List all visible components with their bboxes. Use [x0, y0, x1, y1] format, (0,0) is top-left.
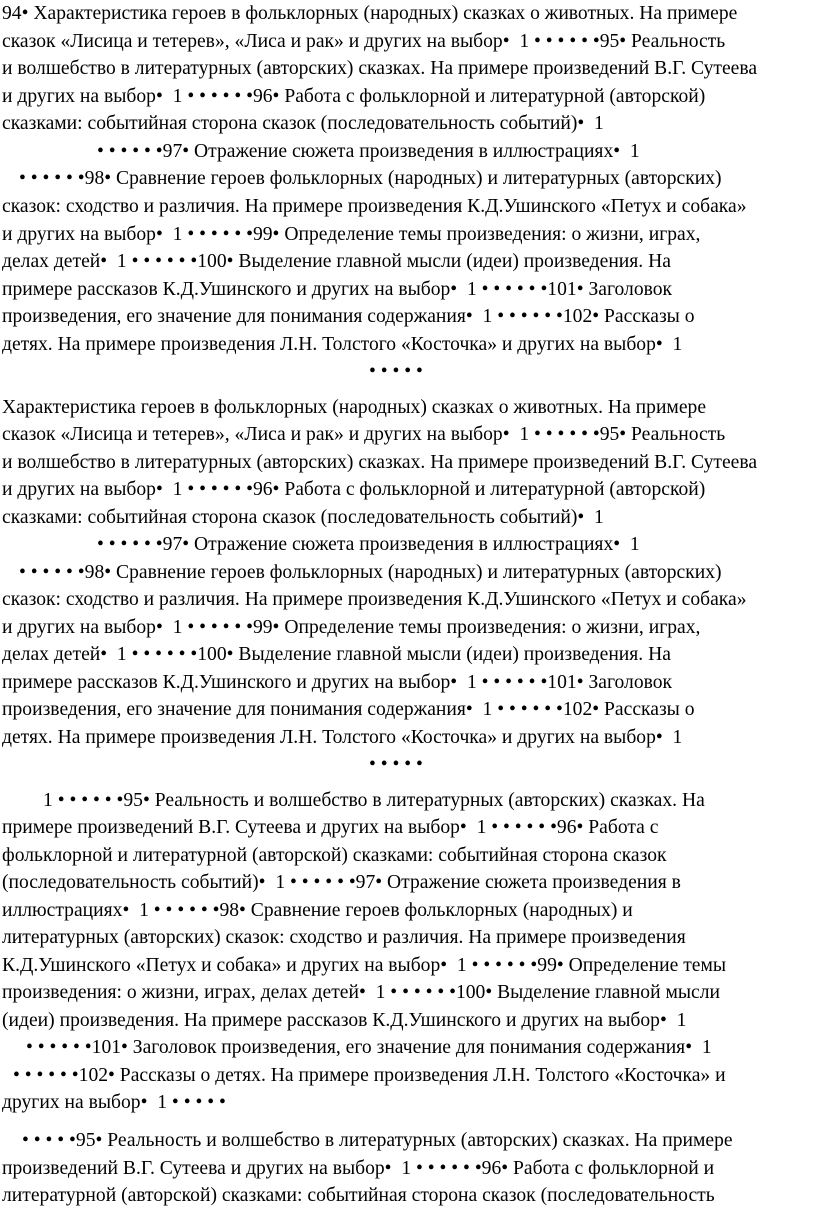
text-line: К.Д.Ушинского «Петух и собака» и других на выбор• 1 • • • • • •99• Определение темы: [2, 955, 727, 976]
text-line: • • • • • •97• Отражение сюжета произведения в иллюстрациях• 1: [97, 534, 640, 555]
text-line: произведений В.Г. Сутеева и других на выбор• 1 • • • • • •96• Работа с фольклорной и: [2, 1158, 715, 1179]
text-line: литературных (авторских) сказок: сходство и различия. На примере произведения: [2, 927, 686, 948]
text-line: делах детей• 1 • • • • • •100• Выделение главной мысли (идеи) произведения. На: [2, 644, 671, 665]
text-line: • • • • • •97• Отражение сюжета произведения в иллюстрациях• 1: [97, 141, 640, 162]
text-line: • • • • • •98• Сравнение героев фольклорных (народных) и литературных (авторских): [19, 168, 722, 189]
text-line: и других на выбор• 1 • • • • • •96• Работа с фольклорной и литературной (авторской): [2, 479, 706, 500]
text-line: примере произведений В.Г. Сутеева и других на выбор• 1 • • • • • •96• Работа с: [2, 817, 659, 838]
text-line: и других на выбор• 1 • • • • • •99• Определение темы произведения: о жизни, играх,: [2, 224, 701, 245]
text-line: делах детей• 1 • • • • • •100• Выделение главной мысли (идеи) произведения. На: [2, 251, 671, 272]
text-line: сказок: сходство и различия. На примере произведения К.Д.Ушинского «Петух и собака»: [2, 196, 747, 217]
text-line: примере рассказов К.Д.Ушинского и других на выбор• 1 • • • • • •101• Заголовок: [2, 279, 673, 300]
text-line: иллюстрациях• 1 • • • • • •98• Сравнение героев фольклорных (народных) и: [2, 900, 633, 921]
text-line: детях. На примере произведения Л.Н. Толстого «Косточка» и других на выбор• 1: [2, 727, 683, 748]
text-line: (последовательность событий)• 1 • • • • • •97• Отражение сюжета произведения в: [2, 872, 681, 893]
text-line: сказок «Лисица и тетерев», «Лиса и рак» и других на выбор• 1 • • • • • •95• Реальность: [2, 31, 726, 52]
text-line: 1 • • • • • •95• Реальность и волшебство в литературных (авторских) сказках. На: [43, 790, 705, 811]
text-line: (идеи) произведения. На примере рассказов К.Д.Ушинского и других на выбор• 1: [2, 1010, 687, 1031]
text-line: • • • • • •102• Рассказы о детях. На примере произведения Л.Н. Толстого «Косточка» и: [13, 1065, 726, 1086]
text-line: произведения: о жизни, играх, делах детей• 1 • • • • • •100• Выделение главной мысли: [2, 982, 721, 1003]
text-line: • • • • •: [369, 754, 423, 775]
text-line: Характеристика героев в фольклорных (народных) сказках о животных. На примере: [2, 397, 707, 418]
text-line: примере рассказов К.Д.Ушинского и других на выбор• 1 • • • • • •101• Заголовок: [2, 672, 673, 693]
text-line: других на выбор• 1 • • • • •: [2, 1092, 226, 1113]
text-line: сказками: событийная сторона сказок (последовательность событий)• 1: [2, 113, 604, 134]
text-line: детях. На примере произведения Л.Н. Толстого «Косточка» и других на выбор• 1: [2, 334, 683, 355]
text-line: сказок: сходство и различия. На примере произведения К.Д.Ушинского «Петух и собака»: [2, 589, 747, 610]
text-line: литературной (авторской) сказками: событийная сторона сказок (последовательность: [2, 1185, 715, 1206]
text-line: • • • • • •98• Сравнение героев фольклорных (народных) и литературных (авторских): [19, 562, 722, 583]
text-line: сказок «Лисица и тетерев», «Лиса и рак» и других на выбор• 1 • • • • • •95• Реальность: [2, 424, 726, 445]
text-line: произведения, его значение для понимания содержания• 1 • • • • • •102• Рассказы о: [2, 306, 695, 327]
text-line: • • • • • •101• Заголовок произведения, его значение для понимания содержания• 1: [26, 1037, 712, 1058]
text-line: • • • • •95• Реальность и волшебство в литературных (авторских) сказках. На примере: [22, 1130, 733, 1151]
text-line: • • • • •: [369, 361, 423, 382]
text-line: 94• Характеристика героев в фольклорных (народных) сказках о животных. На примере: [2, 3, 738, 24]
text-line: и других на выбор• 1 • • • • • •99• Определение темы произведения: о жизни, играх,: [2, 617, 701, 638]
text-line: фольклорной и литературной (авторской) сказками: событийная сторона сказок: [2, 845, 667, 866]
text-line: и других на выбор• 1 • • • • • •96• Работа с фольклорной и литературной (авторской): [2, 86, 706, 107]
text-line: и волшебство в литературных (авторских) сказках. На примере произведений В.Г. Сутеева: [2, 58, 758, 79]
text-line: сказками: событийная сторона сказок (последовательность событий)• 1: [2, 507, 604, 528]
text-line: и волшебство в литературных (авторских) сказках. На примере произведений В.Г. Сутеева: [2, 452, 758, 473]
text-line: произведения, его значение для понимания содержания• 1 • • • • • •102• Рассказы о: [2, 699, 695, 720]
